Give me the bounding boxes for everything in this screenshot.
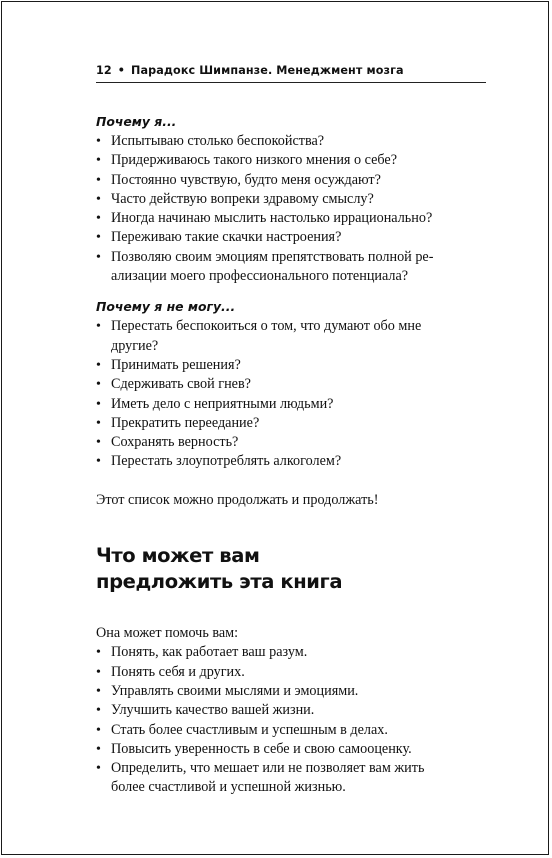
list-item: • Сохранять верность? [96,433,486,452]
bullet-icon: • [96,319,101,335]
bullet-icon: • [96,357,101,373]
list-item: • Постоянно чувствую, будто меня осуждают? [96,171,486,190]
section-heading-line-1: Что может вам [96,544,260,568]
bullet-icon: • [96,454,101,470]
bullet-icon: • [96,703,101,719]
bullet-icon: • [96,645,101,661]
offer-list [96,643,486,797]
bullet-icon: • [96,230,101,246]
cant-list [96,317,486,471]
list-item: • Понять, как работает ваш разум. [96,643,486,662]
why-list [96,132,486,286]
list-item: • Повысить уверенность в себе и свою самооценку. [96,740,486,759]
list-item: • Прекратить переедание? [96,414,486,433]
bullet-icon: • [96,435,101,451]
list-item-continuation: другие? [111,337,159,354]
list-item: • Иногда начинаю мыслить настолько иррационально? [96,209,486,228]
page-body [96,113,486,798]
bullet-icon: • [96,377,101,393]
list-item: • Испытываю столько беспокойства? [96,132,486,151]
bullet-icon: • [96,664,101,680]
bullet-icon: • [96,191,101,207]
bullet-icon: • [96,683,101,699]
list-item: • Позволяю своим эмоциям препятствовать полной ре- [96,248,486,267]
list-item: • Переживаю такие скачки настроения? [96,228,486,247]
list-item: • Перестать злоупотреблять алкоголем? [96,452,486,471]
bullet-icon: • [96,249,101,265]
bullet-icon: • [96,396,101,412]
list-item: • Улучшить качество вашей жизни. [96,701,486,720]
list-item: • Управлять своими мыслями и эмоциями. [96,682,486,701]
bullet-icon: • [96,153,101,169]
section-heading [96,543,486,595]
list-item-continuation: ализации моего профессионального потенциала? [111,268,409,285]
list-item: • Перестать беспокоиться о том, что думают обо мне [96,317,486,336]
running-head [96,64,486,78]
bullet-icon: • [96,415,101,431]
bullet-icon: • [96,134,101,149]
list-item: • Сдерживать свой гнев? [96,375,486,394]
list-item: • Придерживаюсь такого низкого мнения о себе? [96,151,486,170]
bullet-icon: • [96,211,101,227]
bullet-icon: • [96,761,101,777]
header-separator: • [117,64,126,77]
section-heading-line-2: предложить эта книга [96,570,343,594]
list-item: • Иметь дело с неприятными людьми? [96,395,486,414]
bullet-icon: • [96,741,101,757]
book-title: Парадокс Шимпанзе. Менеджмент мозга [131,64,404,77]
list-item: • Принимать решения? [96,356,486,375]
list-item-continuation: более счастливой и успешной жизнью. [111,779,346,796]
list-item: • Часто действую вопреки здравому смыслу? [96,190,486,209]
list-item: • Стать более счастливым и успешным в делах. [96,721,486,740]
why-section-label: Почему я... [96,114,177,129]
list-item: • Понять себя и других. [96,663,486,682]
cant-section-label: Почему я не могу... [96,299,236,315]
header-rule [96,82,486,83]
closing-line: Этот список можно продолжать и продолжать! [96,491,379,508]
bullet-icon: • [96,722,101,738]
page-number: 12 [96,64,112,77]
bullet-icon: • [96,172,101,188]
list-item: • Определить, что мешает или не позволяет вам жить [96,759,486,778]
offer-intro: Она может помочь вам: [96,625,239,642]
